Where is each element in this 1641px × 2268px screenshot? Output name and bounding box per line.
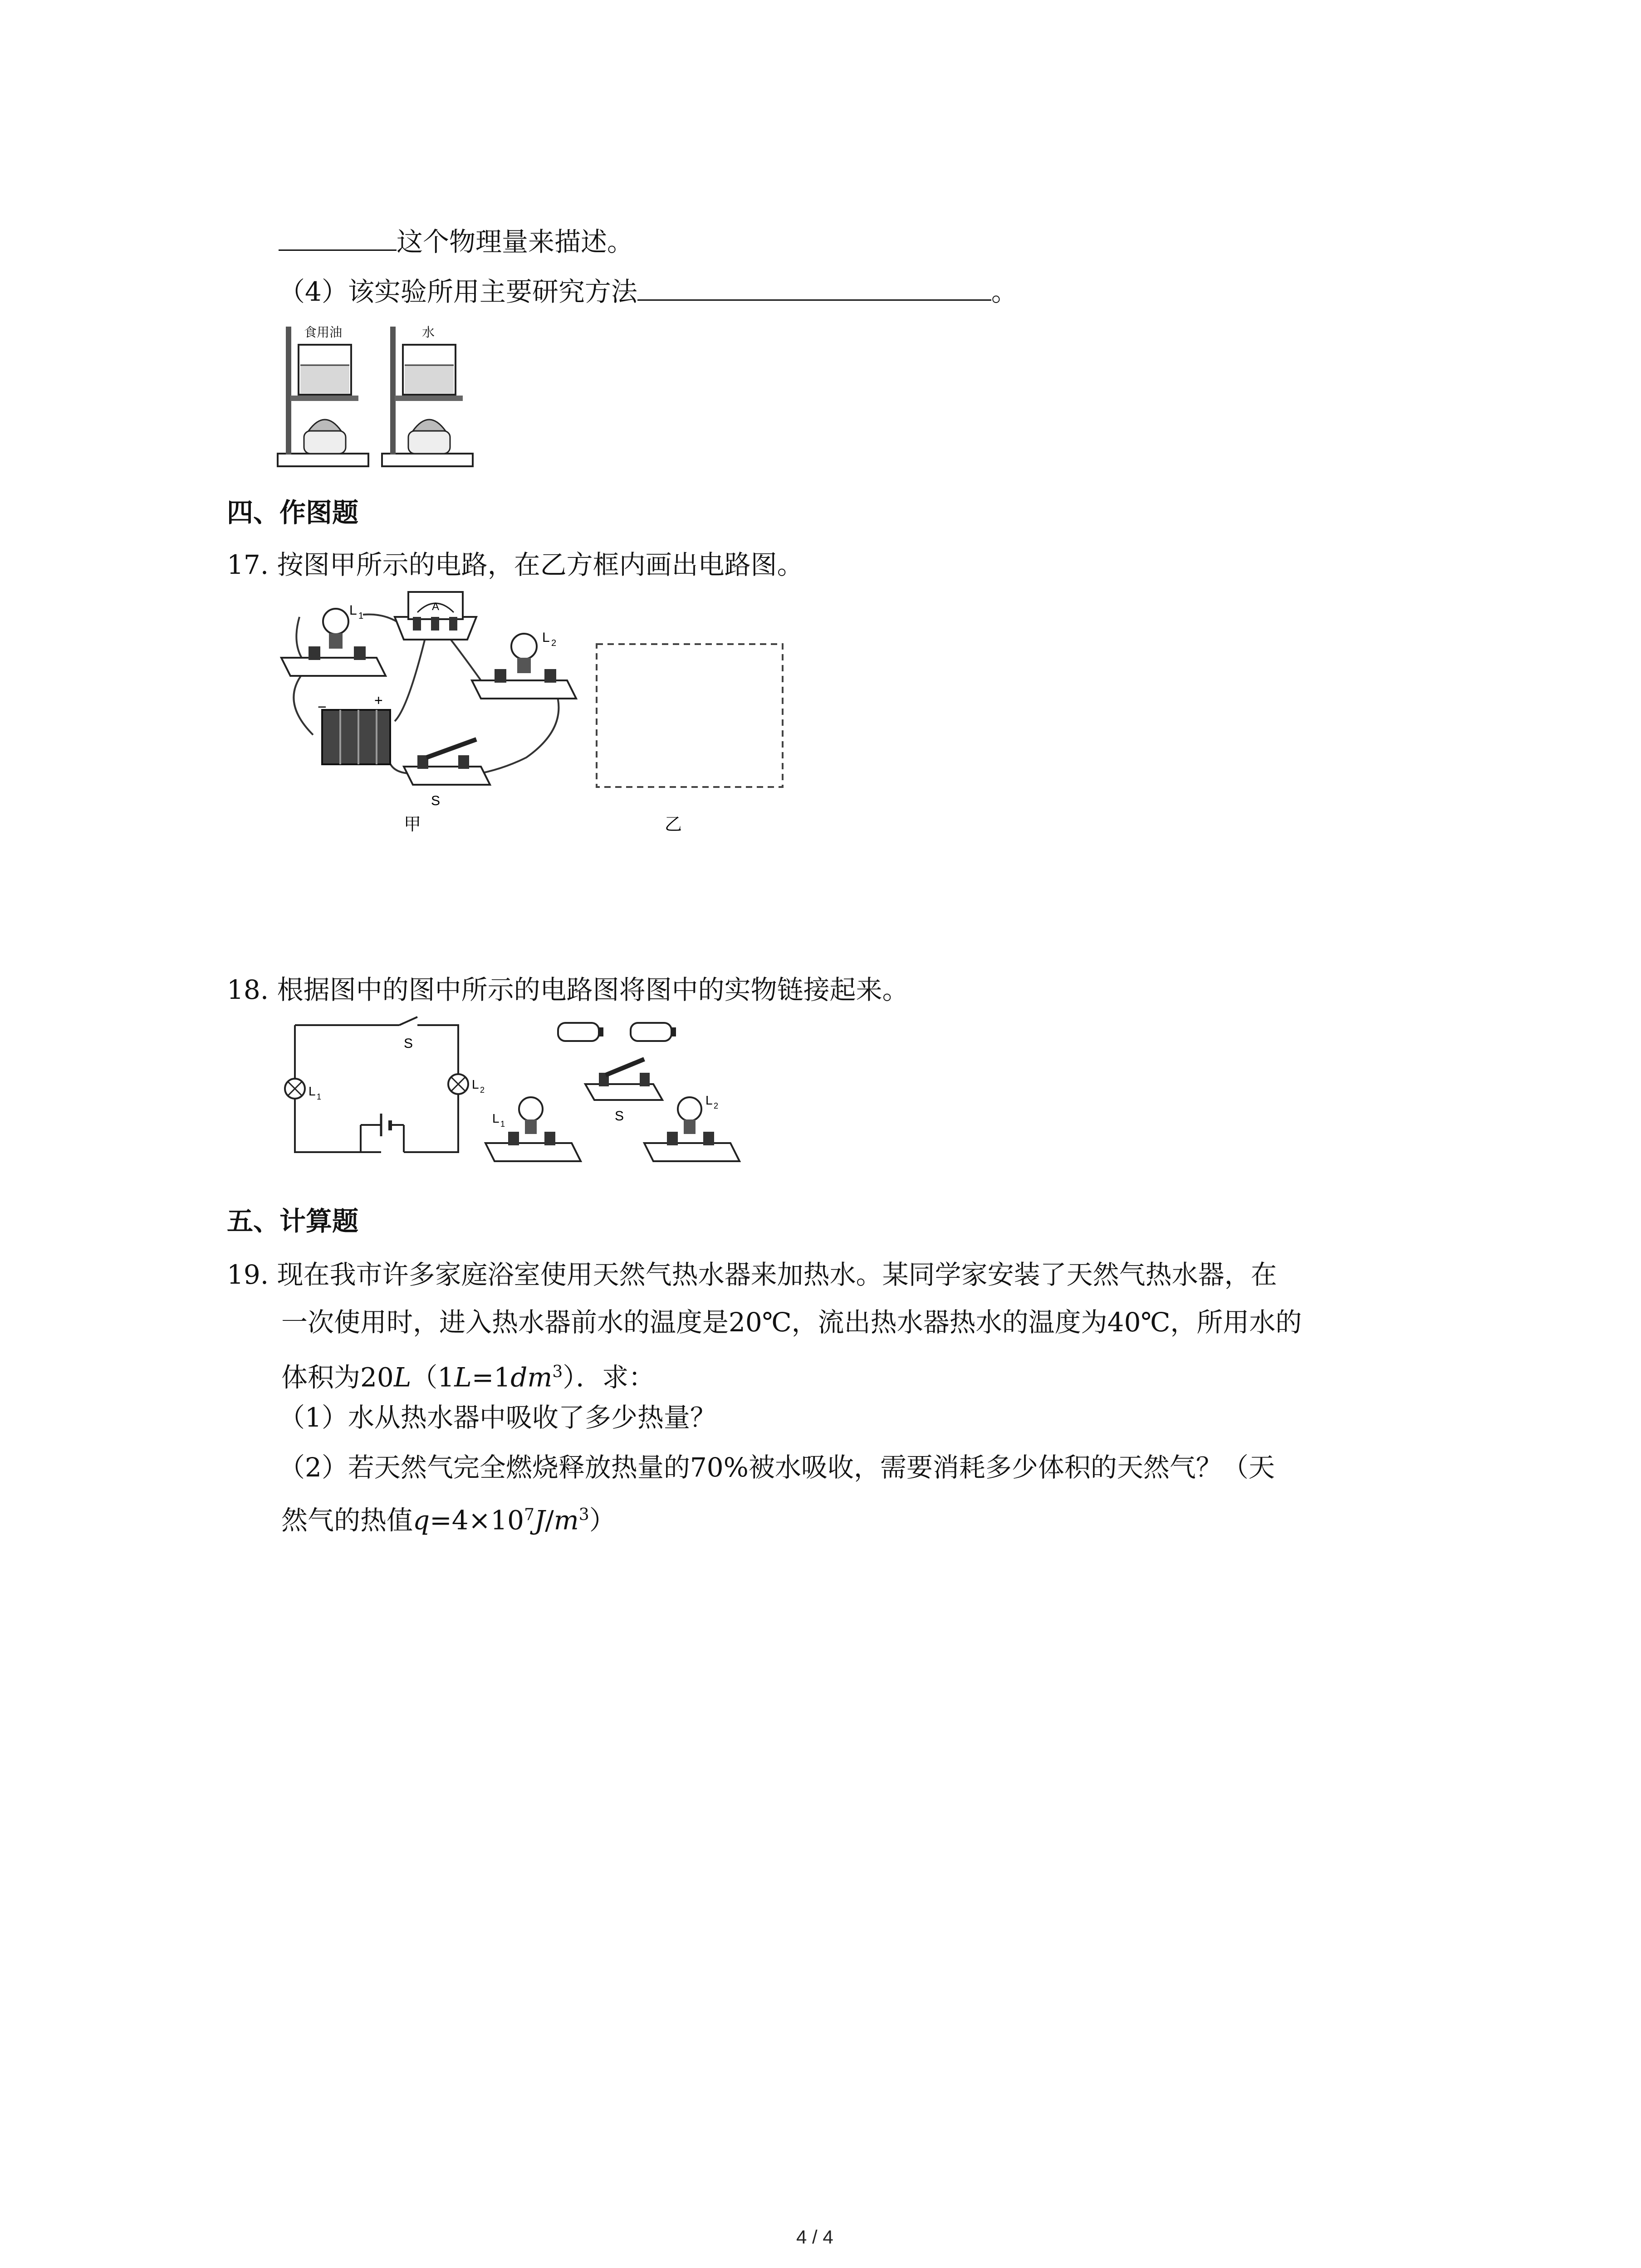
svg-text:1: 1	[500, 1119, 505, 1129]
label-plus: +	[374, 692, 383, 709]
svg-text:L: L	[492, 1111, 500, 1125]
label-L2: L	[542, 630, 550, 645]
q19-line1: 19. 现在我市许多家庭浴室使用天然气热水器来加热水。某同学家安装了天然气热水器，在	[227, 1259, 1277, 1290]
svg-text:L: L	[705, 1093, 713, 1107]
q19-line3: 体积为$20L(1L=1dm^3)$．求：	[281, 1362, 655, 1393]
svg-text:1: 1	[317, 1092, 322, 1101]
svg-text:1: 1	[358, 611, 364, 621]
answer-blank[interactable]	[279, 222, 397, 251]
label-minus: −	[318, 699, 327, 716]
svg-text:2: 2	[714, 1101, 719, 1110]
section-heading-calc: 五、计算题	[227, 1206, 359, 1237]
answer-box[interactable]	[597, 644, 783, 787]
q17-text: 17. 按图甲所示的电路，在乙方框内画出电路图。	[227, 549, 803, 580]
label-L1: L	[349, 603, 357, 618]
svg-text:L: L	[309, 1084, 316, 1098]
q16-item4: （4）该实验所用主要研究方法 。	[279, 272, 1018, 310]
label-switch: S	[615, 1109, 624, 1124]
label-switch: S	[431, 793, 441, 808]
caption-yi: 乙	[665, 815, 682, 834]
heating-apparatus-figure	[272, 318, 481, 472]
q19-item2: （2）若天然气完全燃烧释放热量的70%被水吸收，需要消耗多少体积的天然气？（天	[279, 1452, 1275, 1483]
q19-item2-cont: 然气的热值$q=4\times 10^7J/m^3$）	[281, 1505, 616, 1536]
q19-item1: （1）水从热水器中吸收了多少热量？	[279, 1402, 716, 1433]
svg-text:2: 2	[551, 638, 557, 648]
q18-text: 18. 根据图中的图中所示的电路图将图中的实物链接起来。	[227, 974, 909, 1005]
page-number: 4 / 4	[796, 2226, 833, 2248]
section-heading-drawing: 四、作图题	[227, 497, 359, 528]
label-schematic-switch: S	[404, 1036, 413, 1051]
caption-jia: 甲	[404, 815, 421, 834]
q17-circuit-figure	[272, 590, 817, 844]
label-ammeter: A	[432, 601, 440, 613]
answer-blank[interactable]	[637, 272, 991, 301]
q16-line3: 这个物理量来描述。	[279, 222, 633, 260]
label-oil: 食用油	[304, 325, 343, 339]
q19-line2: 一次使用时，进入热水器前水的温度是20℃，流出热水器热水的温度为40℃，所用水的	[281, 1307, 1302, 1338]
svg-text:2: 2	[480, 1085, 485, 1095]
q18-circuit-figure	[281, 1012, 762, 1184]
label-water: 水	[422, 325, 435, 339]
svg-text:L: L	[472, 1077, 479, 1091]
